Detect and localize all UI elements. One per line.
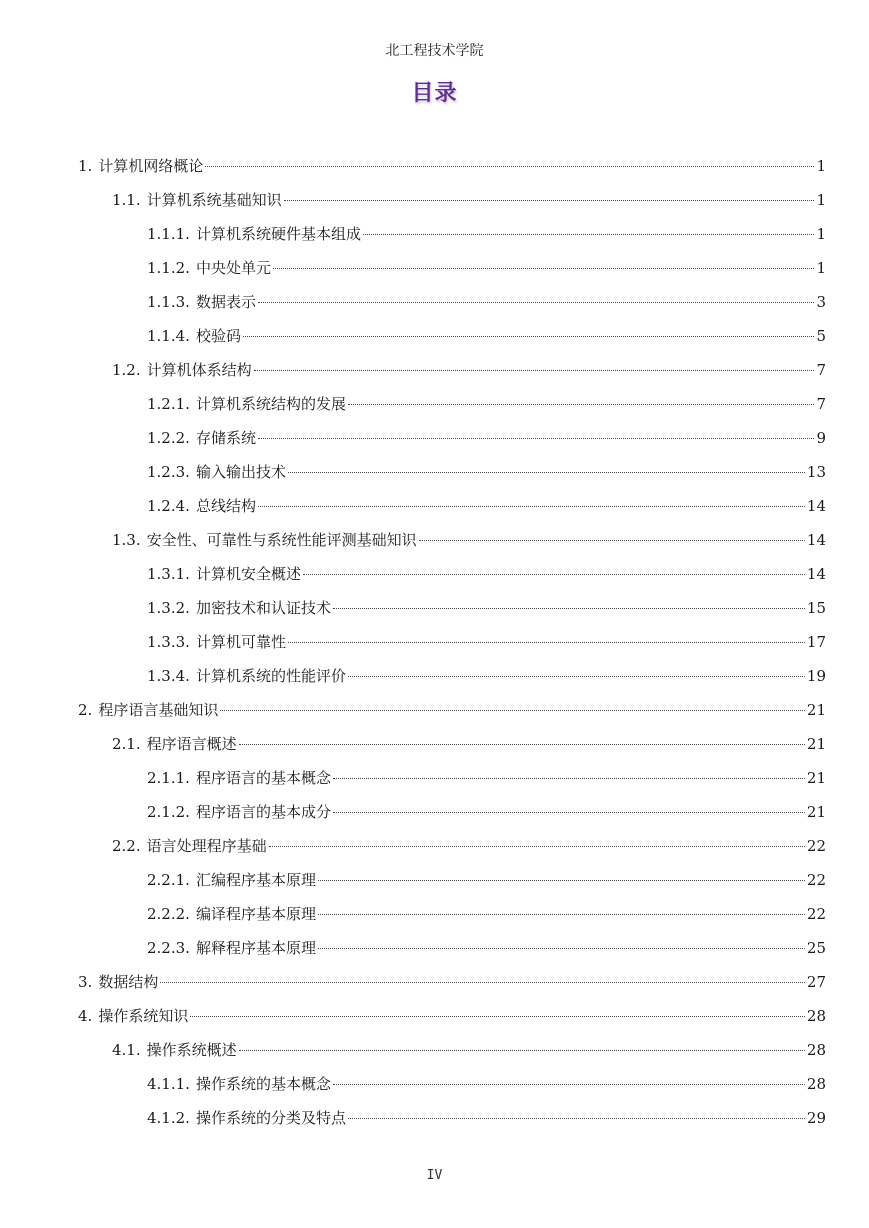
- toc-dot-leader: [243, 336, 815, 337]
- toc-dot-leader: [160, 982, 805, 983]
- toc-entry-number: 1.3.3.: [147, 633, 190, 651]
- toc-entry[interactable]: [147, 496, 826, 516]
- toc-dot-leader: [419, 540, 805, 541]
- toc-entry-label: 存储系统: [195, 429, 256, 447]
- toc-entry-label: 总线结构: [195, 497, 256, 515]
- toc-entry-number: 2.1.1.: [147, 769, 190, 787]
- toc-entry-number: 4.1.2.: [147, 1109, 190, 1127]
- toc-entry-page: 21: [806, 803, 826, 821]
- toc-dot-leader: [333, 608, 805, 609]
- toc-entry[interactable]: [147, 938, 826, 958]
- toc-entry-number: 1.3.1.: [147, 565, 190, 583]
- toc-entry-number: 3.: [78, 973, 93, 991]
- toc-entry-number: 4.: [78, 1007, 93, 1025]
- toc-entry[interactable]: [147, 870, 826, 890]
- toc-entry-page: 21: [806, 735, 826, 753]
- toc-entry[interactable]: [147, 462, 826, 482]
- toc-entry-number: 2.1.2.: [147, 803, 190, 821]
- toc-entry-page: 1: [816, 225, 826, 243]
- toc-entry-page: 13: [806, 463, 826, 481]
- toc-dot-leader: [258, 302, 815, 303]
- toc-entry[interactable]: [112, 836, 826, 856]
- toc-entry-page: 14: [806, 531, 826, 549]
- toc-entry-page: 1: [816, 259, 826, 277]
- toc-entry-page: 22: [806, 871, 826, 889]
- toc-dot-leader: [258, 438, 815, 439]
- toc-dot-leader: [205, 166, 814, 167]
- toc-entry-label: 计算机系统基础知识: [146, 191, 282, 209]
- toc-entry-label: 程序语言概述: [146, 735, 237, 753]
- toc-entry[interactable]: [147, 1108, 826, 1128]
- toc-entry-label: 操作系统知识: [98, 1007, 189, 1025]
- toc-dot-leader: [318, 914, 805, 915]
- toc-dot-leader: [348, 676, 805, 677]
- toc-dot-leader: [363, 234, 815, 235]
- table-of-contents: [0, 150, 869, 1140]
- toc-entry-page: 9: [816, 429, 826, 447]
- toc-entry[interactable]: [147, 666, 826, 686]
- toc-entry-number: 2.1.: [112, 735, 141, 753]
- toc-entry-page: 29: [806, 1109, 826, 1127]
- toc-dot-leader: [333, 778, 805, 779]
- toc-entry-number: 1.3.: [112, 531, 141, 549]
- toc-dot-leader: [303, 574, 805, 575]
- toc-entry-number: 1.1.2.: [147, 259, 190, 277]
- toc-entry-number: 1.2.4.: [147, 497, 190, 515]
- toc-entry[interactable]: [147, 224, 826, 244]
- toc-dot-leader: [190, 1016, 805, 1017]
- toc-entry-label: 输入输出技术: [195, 463, 286, 481]
- toc-entry[interactable]: [147, 802, 826, 822]
- toc-entry-page: 1: [816, 157, 826, 175]
- toc-entry-page: 22: [806, 905, 826, 923]
- toc-entry-page: 27: [806, 973, 826, 991]
- toc-entry[interactable]: [147, 598, 826, 618]
- toc-entry-number: 2.2.2.: [147, 905, 190, 923]
- toc-entry-number: 2.2.3.: [147, 939, 190, 957]
- toc-entry[interactable]: [112, 190, 826, 210]
- toc-dot-leader: [333, 812, 805, 813]
- toc-entry-page: 28: [806, 1007, 826, 1025]
- toc-entry[interactable]: [78, 700, 826, 720]
- toc-entry[interactable]: [147, 428, 826, 448]
- toc-entry[interactable]: [147, 564, 826, 584]
- toc-entry-number: 2.2.1.: [147, 871, 190, 889]
- toc-entry-page: 28: [806, 1075, 826, 1093]
- toc-entry-label: 程序语言的基本成分: [195, 803, 331, 821]
- toc-entry-label: 校验码: [195, 327, 241, 345]
- toc-dot-leader: [318, 880, 805, 881]
- toc-entry-label: 计算机可靠性: [195, 633, 286, 651]
- toc-dot-leader: [288, 642, 805, 643]
- toc-entry-number: 2.2.: [112, 837, 141, 855]
- toc-entry[interactable]: [147, 326, 826, 346]
- toc-entry-page: 14: [806, 497, 826, 515]
- toc-entry-label: 计算机安全概述: [195, 565, 301, 583]
- toc-entry[interactable]: [147, 258, 826, 278]
- toc-entry[interactable]: [78, 1006, 826, 1026]
- toc-dot-leader: [273, 268, 815, 269]
- toc-entry-number: 1.1.1.: [147, 225, 190, 243]
- toc-entry[interactable]: [147, 394, 826, 414]
- toc-entry-label: 操作系统的分类及特点: [195, 1109, 346, 1127]
- toc-entry-label: 加密技术和认证技术: [195, 599, 331, 617]
- toc-entry-number: 1.1.: [112, 191, 141, 209]
- toc-entry-page: 17: [806, 633, 826, 651]
- toc-entry-label: 操作系统的基本概念: [195, 1075, 331, 1093]
- toc-entry-label: 计算机网络概论: [98, 157, 204, 175]
- toc-entry-number: 4.1.: [112, 1041, 141, 1059]
- toc-entry-page: 25: [806, 939, 826, 957]
- toc-entry[interactable]: [112, 360, 826, 380]
- toc-entry-page: 7: [816, 395, 826, 413]
- toc-entry-label: 编译程序基本原理: [195, 905, 316, 923]
- toc-entry-page: 15: [806, 599, 826, 617]
- toc-dot-leader: [318, 948, 805, 949]
- toc-entry-page: 28: [806, 1041, 826, 1059]
- toc-entry-number: 1.3.4.: [147, 667, 190, 685]
- toc-dot-leader: [258, 506, 805, 507]
- toc-entry-label: 数据结构: [98, 973, 159, 991]
- page-header: 北工程技术学院: [385, 43, 484, 59]
- toc-entry-page: 5: [816, 327, 826, 345]
- toc-entry-label: 安全性、可靠性与系统性能评测基础知识: [146, 531, 417, 549]
- toc-entry-page: 19: [806, 667, 826, 685]
- toc-entry[interactable]: [147, 768, 826, 788]
- toc-entry-label: 数据表示: [195, 293, 256, 311]
- toc-dot-leader: [269, 846, 805, 847]
- toc-dot-leader: [348, 404, 815, 405]
- toc-entry-label: 计算机系统的性能评价: [195, 667, 346, 685]
- toc-entry[interactable]: [147, 1074, 826, 1094]
- toc-entry-label: 操作系统概述: [146, 1041, 237, 1059]
- toc-entry-label: 计算机系统硬件基本组成: [195, 225, 361, 243]
- toc-entry[interactable]: [147, 632, 826, 652]
- toc-entry-label: 中央处单元: [195, 259, 271, 277]
- toc-entry[interactable]: [78, 156, 826, 176]
- toc-entry[interactable]: [112, 734, 826, 754]
- page-title: 目录: [411, 81, 458, 106]
- toc-entry-number: 1.2.: [112, 361, 141, 379]
- toc-entry-label: 计算机体系结构: [146, 361, 252, 379]
- toc-entry-page: 1: [816, 191, 826, 209]
- toc-entry-number: 1.1.3.: [147, 293, 190, 311]
- toc-dot-leader: [333, 1084, 805, 1085]
- toc-dot-leader: [239, 744, 805, 745]
- toc-entry[interactable]: [147, 904, 826, 924]
- toc-entry-number: 1.2.3.: [147, 463, 190, 481]
- toc-entry-number: 1.2.2.: [147, 429, 190, 447]
- toc-dot-leader: [288, 472, 805, 473]
- toc-dot-leader: [284, 200, 815, 201]
- toc-dot-leader: [254, 370, 815, 371]
- toc-entry-number: 2.: [78, 701, 93, 719]
- toc-entry-page: 3: [816, 293, 826, 311]
- toc-entry-page: 7: [816, 361, 826, 379]
- page-number-footer: IV: [426, 1168, 443, 1183]
- toc-entry-number: 1.2.1.: [147, 395, 190, 413]
- toc-entry-page: 22: [806, 837, 826, 855]
- toc-dot-leader: [348, 1118, 805, 1119]
- toc-entry-number: 4.1.1.: [147, 1075, 190, 1093]
- toc-entry-label: 解释程序基本原理: [195, 939, 316, 957]
- toc-entry-page: 21: [806, 701, 826, 719]
- toc-dot-leader: [239, 1050, 805, 1051]
- toc-entry[interactable]: [112, 1040, 826, 1060]
- toc-entry-label: 程序语言的基本概念: [195, 769, 331, 787]
- toc-entry-label: 汇编程序基本原理: [195, 871, 316, 889]
- toc-entry-label: 语言处理程序基础: [146, 837, 267, 855]
- toc-entry[interactable]: [112, 530, 826, 550]
- toc-entry-number: 1.: [78, 157, 93, 175]
- toc-entry-number: 1.1.4.: [147, 327, 190, 345]
- toc-entry-page: 14: [806, 565, 826, 583]
- toc-dot-leader: [220, 710, 805, 711]
- toc-entry[interactable]: [147, 292, 826, 312]
- toc-entry-page: 21: [806, 769, 826, 787]
- toc-entry-label: 计算机系统结构的发展: [195, 395, 346, 413]
- toc-entry[interactable]: [78, 972, 826, 992]
- toc-entry-label: 程序语言基础知识: [98, 701, 219, 719]
- toc-entry-number: 1.3.2.: [147, 599, 190, 617]
